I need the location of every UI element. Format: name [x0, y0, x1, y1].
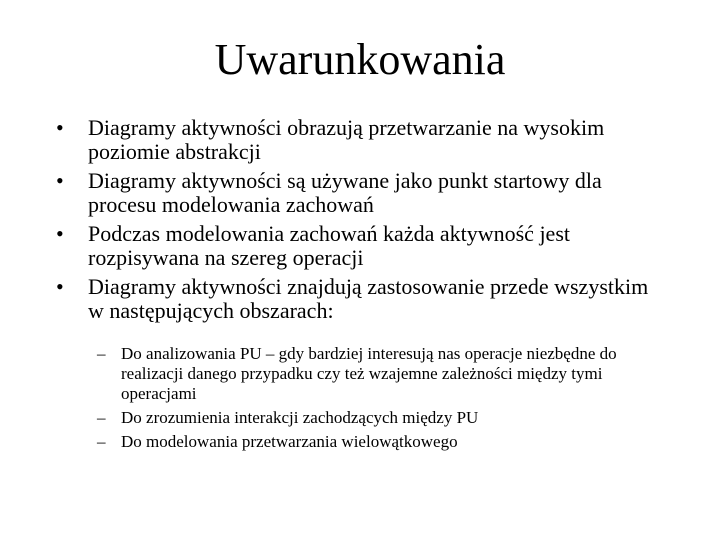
sub-bullet-marker: – — [97, 408, 106, 427]
bullet-marker: • — [56, 274, 64, 299]
bullet-text: Diagramy aktywności znajdują zastosowanie przede wszystkim w następujących obszarach: — [88, 274, 649, 323]
bullet-text: Podczas modelowania zachowań każda aktywność jest rozpisywana na szereg operacji — [88, 221, 570, 270]
bullet-item — [56, 169, 666, 217]
sub-bullet-marker: – — [97, 432, 106, 451]
bullet-list — [56, 116, 666, 457]
bullet-marker: • — [56, 221, 64, 246]
bullet-item — [56, 275, 666, 452]
bullet-marker: • — [56, 115, 64, 140]
sub-bullet-item — [97, 432, 627, 452]
sub-bullet-marker: – — [97, 344, 106, 363]
bullet-marker: • — [56, 168, 64, 193]
sub-bullet-text: Do zrozumienia interakcji zachodzących między PU — [121, 408, 479, 427]
bullet-item — [56, 222, 666, 270]
bullet-text: Diagramy aktywności obrazują przetwarzanie na wysokim poziomie abstrakcji — [88, 115, 605, 164]
sub-bullet-item — [97, 408, 627, 428]
sub-bullet-text: Do modelowania przetwarzania wielowątkowego — [121, 432, 458, 451]
bullet-item — [56, 116, 666, 164]
sub-bullet-item — [97, 344, 627, 404]
sub-bullet-text: Do analizowania PU – gdy bardziej interesują nas operacje niezbędne do realizacji danego przypadku czy też wzajemne zależności między tymi operacjami — [121, 344, 617, 403]
slide-title: Uwarunkowania — [214, 35, 506, 84]
bullet-text: Diagramy aktywności są używane jako punkt startowy dla procesu modelowania zachowań — [88, 168, 602, 217]
sub-bullet-list — [88, 344, 627, 452]
